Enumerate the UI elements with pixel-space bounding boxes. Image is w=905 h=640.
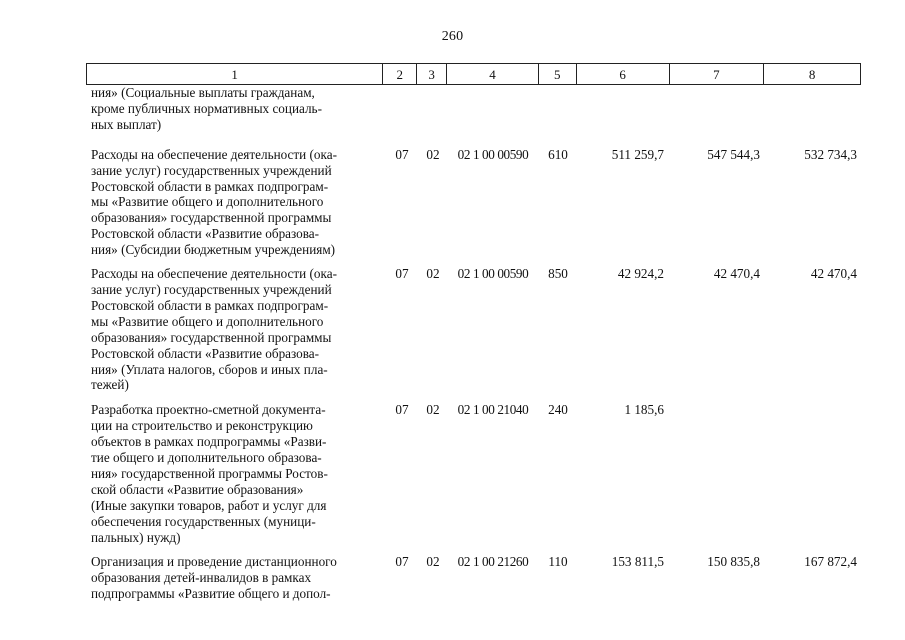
amount-col-7: [670, 85, 765, 133]
amount-col-6: 42 924,2: [617, 266, 664, 282]
subsection-code: 02: [426, 402, 440, 418]
subsection-code: 02: [426, 554, 440, 570]
description-line: мы «Развитие общего и дополнительного: [91, 194, 324, 210]
amount-col-6: 1 185,6: [624, 402, 664, 418]
section-code: 07: [395, 554, 409, 570]
description-line: Организация и проведение дистанционного: [91, 554, 337, 570]
row-description: [86, 402, 383, 545]
page-number: 260: [441, 29, 464, 44]
amount-col-6: [577, 85, 670, 133]
description-line: тие общего и дополнительного образова-: [91, 450, 322, 466]
description-line: ской области «Развитие образования»: [91, 481, 304, 497]
table-row: [86, 147, 861, 258]
section-code: 07: [395, 266, 409, 282]
target-article-code: 02 1 00 21260: [457, 554, 529, 570]
description-line: ния» (Уплата налогов, сборов и иных пла-: [91, 361, 328, 377]
expense-type-code: [539, 85, 577, 133]
expense-type-code: 850: [548, 266, 568, 282]
table-row: [86, 554, 861, 602]
description-line: Расходы на обеспечение деятельности (ока-: [91, 146, 337, 162]
description-line: Расходы на обеспечение деятельности (ока-: [91, 266, 337, 282]
description-line: Разработка проектно-сметной документа-: [91, 402, 326, 418]
target-article-code: 02 1 00 00590: [457, 266, 529, 282]
column-header-2: 2: [383, 64, 417, 84]
target-article-code: [447, 85, 539, 133]
column-header-4: 4: [447, 64, 539, 84]
column-header-1: 1: [87, 64, 383, 84]
description-line: ных выплат): [91, 116, 162, 132]
description-line: пальных) нужд): [91, 529, 181, 545]
description-line: кроме публичных нормативных социаль-: [91, 100, 322, 116]
section-code: 07: [395, 402, 409, 418]
description-line: обеспечения государственных (муници-: [91, 513, 316, 529]
column-header-3: 3: [417, 64, 447, 84]
description-line: ния» государственной программы Ростов-: [91, 465, 328, 481]
target-article-code: 02 1 00 21040: [457, 402, 529, 418]
table-row: [86, 402, 861, 545]
amount-col-7: 547 544,3: [707, 146, 760, 162]
description-line: Ростовской области «Развитие образова-: [91, 226, 320, 242]
column-header-8: 8: [808, 66, 816, 82]
expense-type-code: 240: [548, 402, 568, 418]
amount-col-7: 150 835,8: [707, 554, 760, 570]
description-line: ния» (Социальные выплаты гражданам,: [91, 85, 315, 100]
description-line: Ростовской области в рамках подпрограм-: [91, 297, 329, 313]
amount-col-8: [765, 402, 861, 545]
table-row: [86, 266, 861, 393]
subsection-code: 02: [426, 266, 440, 282]
description-line: объектов в рамках подпрограммы «Разви-: [91, 434, 327, 450]
description-line: Ростовской области «Развитие образова-: [91, 345, 320, 361]
table-body: [86, 85, 861, 602]
amount-col-6: 511 259,7: [611, 146, 664, 162]
section-code: [383, 85, 417, 133]
amount-col-8: 42 470,4: [810, 266, 857, 282]
description-line: ции на строительство и реконструкцию: [91, 418, 313, 434]
column-header-6: 6: [577, 64, 670, 84]
table-row: [86, 85, 861, 133]
description-line: (Иные закупки товаров, работ и услуг для: [91, 497, 327, 513]
amount-col-7: 42 470,4: [713, 266, 760, 282]
subsection-code: [417, 85, 447, 133]
column-header-7: 7: [670, 64, 765, 84]
row-description: [86, 266, 383, 393]
row-description: [86, 147, 383, 258]
amount-col-8: [765, 85, 861, 133]
table-header-row: [86, 63, 861, 85]
target-article-code: 02 1 00 00590: [457, 146, 529, 162]
row-description: [86, 554, 383, 602]
section-code: 07: [395, 146, 409, 162]
row-description: [86, 85, 383, 133]
description-line: образования детей-инвалидов в рамках: [91, 570, 312, 586]
amount-col-7: [670, 402, 765, 545]
amount-col-8: 167 872,4: [804, 554, 857, 570]
amount-col-6: 153 811,5: [611, 554, 664, 570]
description-line: подпрограммы «Развитие общего и допол-: [91, 586, 331, 602]
description-line: Ростовской области в рамках подпрограм-: [91, 178, 329, 194]
expense-type-code: 110: [548, 554, 568, 570]
subsection-code: 02: [426, 146, 440, 162]
description-line: ния» (Субсидии бюджетным учреждениям): [91, 242, 336, 258]
description-line: зание услуг) государственных учреждений: [91, 281, 332, 297]
expense-type-code: 610: [548, 146, 568, 162]
description-line: образования» государственной программы: [91, 210, 332, 226]
description-line: тежей): [91, 377, 129, 393]
description-line: мы «Развитие общего и дополнительного: [91, 313, 324, 329]
column-header-5: 5: [539, 64, 577, 84]
description-line: зание услуг) государственных учреждений: [91, 162, 332, 178]
amount-col-8: 532 734,3: [804, 146, 857, 162]
description-line: образования» государственной программы: [91, 329, 332, 345]
